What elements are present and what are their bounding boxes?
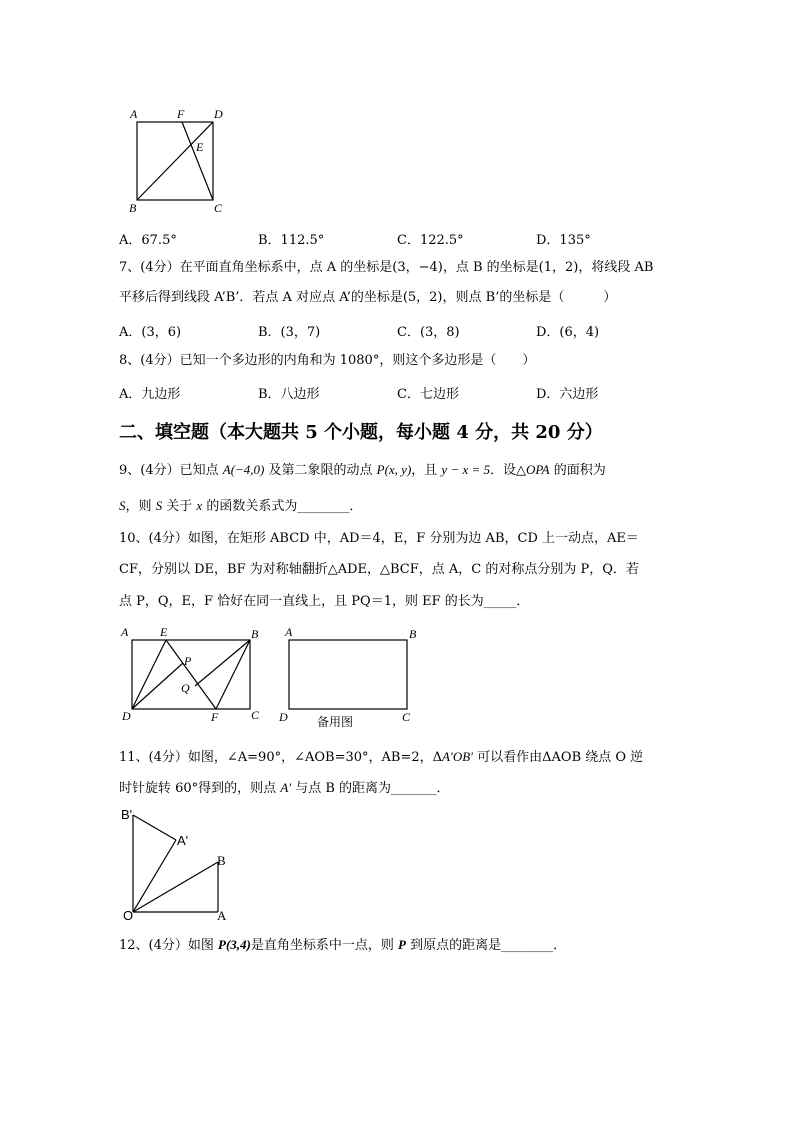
q9-triangle: OPA — [526, 462, 550, 477]
q6-option-d: D．135° — [536, 233, 591, 248]
rotation-diagram — [0, 800, 794, 925]
q10b-label-A: A — [285, 625, 293, 639]
q11-line2b: 与点 B 的距离为_______． — [291, 781, 450, 796]
q10-line2: CF，分别以 DE，BF 为对称轴翻折△ADE，△BCF，点 A，C 的对称点分别为 P，Q．若 — [119, 562, 639, 577]
square-diagram — [0, 0, 794, 230]
label-E: E — [196, 140, 204, 154]
q8-option-a: A．九边形 — [119, 387, 181, 402]
q10-label-P: P — [184, 654, 192, 668]
q9-s: S — [119, 498, 126, 513]
label-D: D — [214, 107, 223, 121]
q7-option-b: B．(3，7) — [258, 325, 321, 340]
q9-line1 — [119, 461, 606, 480]
q10-label-Q: Q — [181, 681, 190, 695]
label-F: F — [177, 107, 185, 121]
rectangle-fold-diagram — [0, 620, 794, 730]
q6-option-b: B．112.5° — [258, 233, 325, 248]
q12-point-p: P(3,4) — [218, 937, 251, 952]
q11-line1a: 11、(4分）如图，∠A=90°，∠AOB=30°，AB=2，Δ — [119, 750, 443, 765]
spare-figure-caption: 备用图 — [317, 715, 354, 729]
q9-equation: y − x = 5 — [441, 462, 491, 477]
q8-option-c: C．七边形 — [397, 387, 459, 402]
q9-mid1: 及第二象限的动点 — [264, 463, 377, 478]
q9-mid2: ，且 — [411, 463, 442, 478]
q11-label-Bp: B' — [121, 807, 133, 822]
q8-option-d: D．六边形 — [536, 387, 599, 402]
q7-option-d: D．(6，4) — [536, 325, 600, 340]
q11-line2a: 时针旋转 60°得到的，则点 — [119, 781, 281, 796]
q8-line1: 8、(4分）已知一个多边形的内角和为 1080°，则这个多边形是（ ） — [119, 353, 536, 368]
q11-label-A: A — [217, 908, 227, 923]
q6-option-c: C．122.5° — [397, 233, 464, 248]
q11-label-B: B — [217, 853, 226, 868]
q9-prefix: 9、(4分）已知点 — [119, 463, 223, 478]
section-2-title: 二、填空题（本大题共 5 个小题，每小题 4 分，共 20 分） — [119, 422, 603, 443]
q11-line1 — [119, 748, 643, 767]
q10-label-E: E — [160, 625, 168, 639]
q12-a: 12、(4分）如图 — [119, 938, 219, 953]
q10b-label-D: D — [279, 710, 288, 724]
q10-label-F: F — [211, 710, 219, 724]
q10-line1: 10、(4分）如图，在矩形 ABCD 中，AD＝4，E，F 分别为边 AB，CD 上一动点，AE＝ — [119, 531, 639, 546]
q7-option-a: A．(3，6) — [119, 325, 182, 340]
q9-point-a: A(−4,0) — [222, 462, 265, 477]
q8-option-b: B．八边形 — [258, 387, 320, 402]
label-C: C — [214, 201, 223, 215]
q12-p2: P — [398, 937, 406, 952]
label-A: A — [130, 107, 138, 121]
q11-point-ap: A′ — [280, 780, 292, 795]
q6-option-a: A．67.5° — [119, 233, 177, 248]
q10-line3: 点 P，Q，E，F 恰好在同一直线上，且 PQ＝1，则 EF 的长为_____． — [119, 594, 530, 609]
q9-l2a: ，则 — [125, 499, 156, 514]
q11-rotated-triangle: A′OB′ — [442, 749, 473, 764]
q11-line2 — [119, 779, 450, 798]
q7-line2: 平移后得到线段 A’B’．若点 A 对应点 A’的坐标是(5，2)，则点 B’的坐标是（ ） — [119, 290, 617, 305]
q9-l2b: 关于 — [162, 499, 197, 514]
q9-l2c: 的函数关系式为________． — [202, 499, 363, 514]
label-B: B — [129, 201, 137, 215]
q9-end: 的面积为 — [549, 463, 606, 478]
q12-c: 到原点的距离是________． — [405, 938, 567, 953]
q11-line1b: 可以看作由ΔAOB 绕点 O 逆 — [473, 750, 644, 765]
q10b-label-C: C — [402, 710, 411, 724]
q9-s2: S — [155, 498, 163, 513]
q10-label-B: B — [251, 627, 259, 641]
q11-label-O: O — [123, 908, 134, 923]
q9-mid3: ．设△ — [490, 463, 527, 478]
q9-line2 — [119, 497, 362, 516]
q12-b: 是直角坐标系中一点，则 — [250, 938, 399, 953]
q7-option-c: C．(3，8) — [397, 325, 460, 340]
q9-x: x — [196, 498, 203, 513]
q12-line1 — [119, 936, 566, 955]
q10-label-A: A — [121, 625, 129, 639]
q10-label-D: D — [122, 709, 131, 723]
q10b-label-B: B — [409, 627, 417, 641]
q10-label-C: C — [251, 708, 260, 722]
q11-label-Ap: A' — [177, 833, 189, 848]
q9-point-p: P(x, y) — [376, 462, 412, 477]
q7-line1: 7、(4分）在平面直角坐标系中，点 A 的坐标是(3，−4)，点 B 的坐标是(1，2)，将线段 AB — [119, 260, 654, 275]
